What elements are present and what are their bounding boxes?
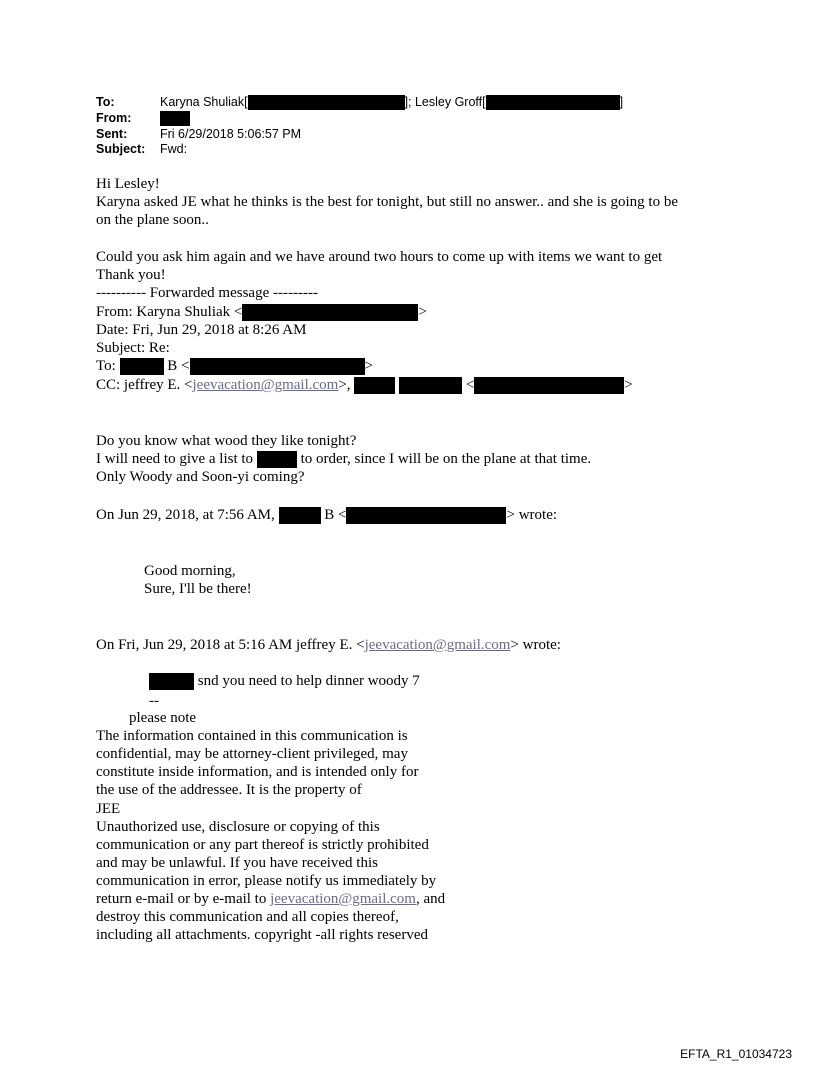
redaction	[242, 304, 418, 321]
fwd-subject: Subject: Re:	[96, 340, 170, 356]
redaction	[257, 451, 297, 468]
email-link[interactable]: jeevacation@gmail.com	[364, 637, 511, 653]
disclaimer-line: constitute inside information, and is intended only for	[96, 764, 419, 780]
fwd-cc: CC: jeffrey E. <jeevacation@gmail.com>, < >	[96, 377, 633, 393]
email-link[interactable]: jeevacation@gmail.com	[192, 377, 339, 393]
body-line: Only Woody and Soon-yi coming?	[96, 469, 305, 485]
body-line: Karyna asked JE what he thinks is the best for tonight, but still no answer.. and she is going to be	[96, 194, 678, 210]
redaction	[486, 95, 620, 110]
body-line: I will need to give a list to to order, since I will be on the plane at that time.	[96, 451, 592, 467]
disclaimer-line: and may be unlawful. If you have received this	[96, 855, 378, 871]
forwarded-marker: ---------- Forwarded message ---------	[96, 285, 318, 301]
redaction	[474, 377, 624, 394]
fwd-from: From: Karyna Shuliak < >	[96, 304, 427, 320]
from-value	[160, 111, 190, 126]
redaction	[120, 358, 164, 375]
disclaimer-line: including all attachments. copyright -all rights reserved	[96, 927, 428, 943]
disclaimer-line: confidential, may be attorney-client privileged, may	[96, 746, 408, 762]
quoted-line: snd you need to help dinner woody 7	[149, 672, 420, 690]
fwd-date: Date: Fri, Jun 29, 2018 at 8:26 AM	[96, 322, 307, 338]
greeting: Hi Lesley!	[96, 176, 160, 192]
please-note: please note	[129, 710, 197, 726]
to-name-1: Karyna Shuliak[	[160, 95, 248, 109]
redaction	[149, 673, 194, 690]
body-line: on the plane soon..	[96, 212, 209, 228]
redaction	[160, 111, 190, 126]
redaction	[354, 377, 395, 394]
redaction	[248, 95, 405, 110]
disclaimer-line: The information contained in this communication is	[96, 728, 408, 744]
quoted-line: Sure, I'll be there!	[144, 581, 252, 597]
quoted-line: Good morning,	[144, 563, 236, 579]
quote-attribution: On Jun 29, 2018, at 7:56 AM, B < > wrote:	[96, 507, 558, 523]
sent-label: Sent:	[96, 127, 128, 141]
email-link[interactable]: jeevacation@gmail.com	[270, 891, 416, 907]
disclaimer-line: communication or any part thereof is strictly prohibited	[96, 837, 429, 853]
quote-attribution: On Fri, Jun 29, 2018 at 5:16 AM jeffrey E. <jeevacation@gmail.com> wrote:	[96, 637, 561, 653]
disclaimer-line: JEE	[96, 801, 121, 817]
disclaimer-line: Unauthorized use, disclosure or copying of this	[96, 819, 380, 835]
to-separator: ]; Lesley Groff[	[404, 95, 486, 109]
body-line: Do you know what wood they like tonight?	[96, 433, 357, 449]
to-label: To:	[96, 95, 115, 109]
signature-separator: --	[149, 693, 159, 709]
subject-value: Fwd:	[160, 142, 188, 156]
from-label: From:	[96, 111, 132, 125]
body-line: Could you ask him again and we have around two hours to come up with items we want to get	[96, 249, 663, 265]
sent-value: Fri 6/29/2018 5:06:57 PM	[160, 127, 302, 141]
document-id: EFTA_R1_01034723	[680, 1047, 792, 1061]
redaction	[279, 507, 321, 524]
disclaimer-line: destroy this communication and all copies thereof,	[96, 909, 399, 925]
disclaimer-line: the use of the addressee. It is the property of	[96, 782, 362, 798]
redaction	[399, 377, 462, 394]
redaction	[190, 358, 365, 375]
subject-label: Subject:	[96, 142, 146, 156]
to-end: ]	[619, 95, 624, 109]
email-header	[0, 95, 816, 165]
redaction	[346, 507, 506, 524]
fwd-to: To: B < >	[96, 358, 373, 374]
disclaimer-line: return e-mail or by e-mail to jeevacation@gmail.com, and	[96, 891, 446, 907]
disclaimer-line: communication in error, please notify us immediately by	[96, 873, 437, 889]
thanks-line: Thank you!	[96, 267, 166, 283]
to-value	[160, 95, 623, 110]
